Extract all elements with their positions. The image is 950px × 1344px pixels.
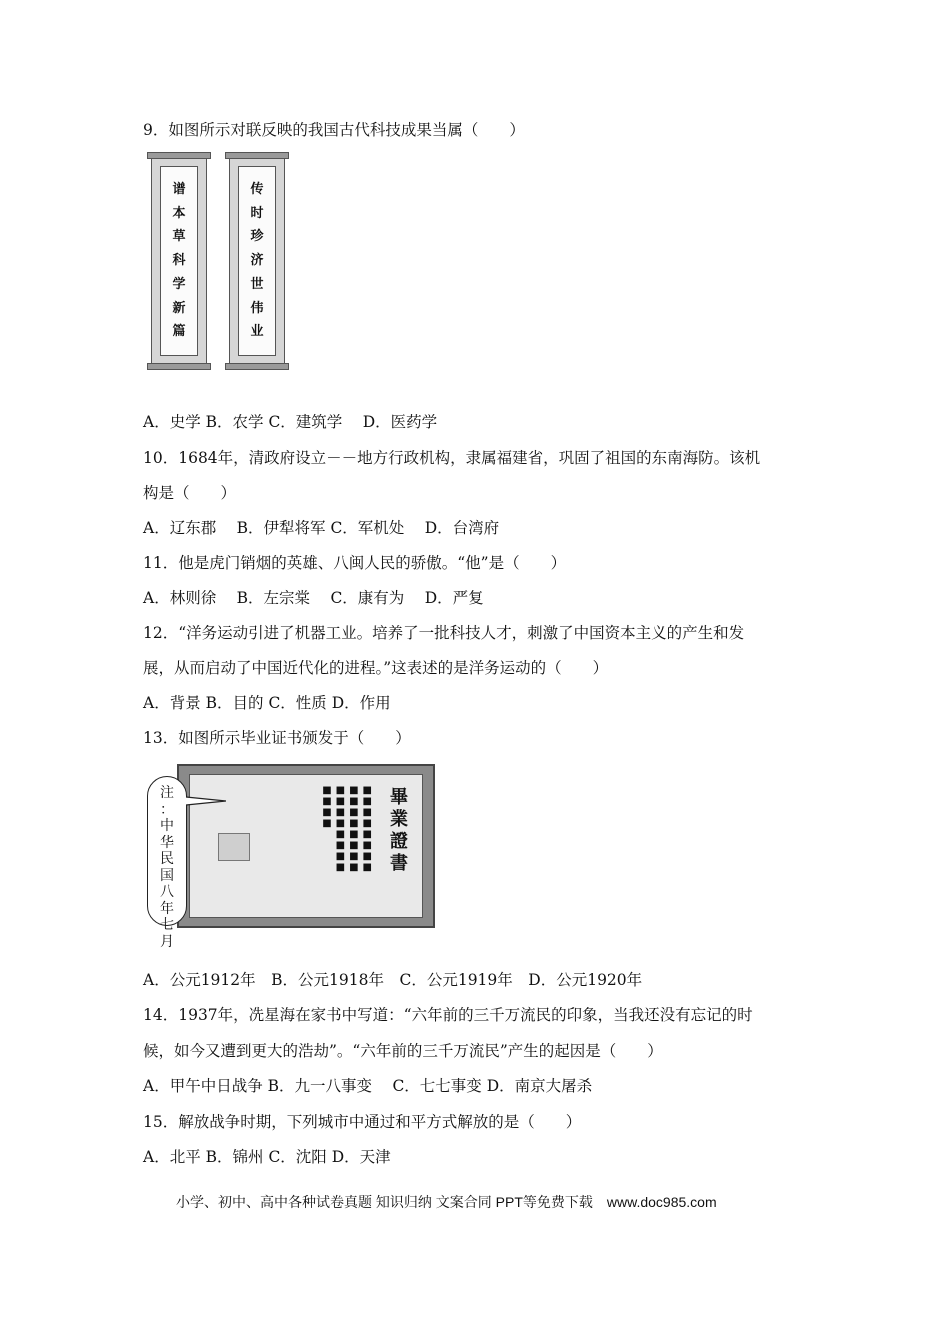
note-char: 中: [160, 818, 174, 834]
q12-options: A．背景 B．目的 C．性质 D．作用: [143, 694, 391, 712]
q10-stem-line2: 构是（ ）: [143, 484, 237, 502]
couplet-right-char: 业: [250, 324, 264, 340]
q15-stem: 15．解放战争时期，下列城市中通过和平方式解放的是（ ）: [143, 1113, 582, 1131]
certificate-body: ■ ■ ■ ■ ■ ■ ■ ■ ■ ■ ■ ■ ■ ■ ■ ■ ■ ■ ■ ■ ■ ■ ■ ■ ■ ■ ■ ■: [322, 785, 372, 873]
seal-stamp-icon: [218, 833, 250, 861]
couplet-scroll-right: [225, 152, 289, 370]
note-char: 年: [160, 900, 174, 917]
certificate-title-char: 證: [390, 831, 408, 852]
couplet-image: [147, 152, 295, 372]
couplet-right-char: 济: [250, 253, 264, 268]
q12-stem-line2: 展，从而启动了中国近代化的进程。”这表述的是洋务运动的（ ）: [143, 659, 609, 677]
couplet-left-char: 学: [172, 276, 186, 292]
couplet-left-text: [160, 166, 198, 356]
q10-options: A．辽东郡 B．伊犁将军 C．军机处 D．台湾府: [143, 519, 500, 537]
q15-options: A．北平 B．锦州 C．沈阳 D．天津: [143, 1148, 391, 1166]
q11-stem: 11．他是虎门销烟的英雄、八闽人民的骄傲。“他”是（ ）: [143, 554, 567, 572]
q10-stem-line1: 10．1684年，清政府设立－－地方行政机构，隶属福建省，巩固了祖国的东南海防。该机: [143, 449, 761, 467]
couplet-right-char: 时: [250, 205, 264, 221]
q14-stem-line2: 候，如今又遭到更大的浩劫”。“六年前的三千万流民”产生的起因是（ ）: [143, 1042, 663, 1060]
certificate-image: [147, 764, 437, 950]
couplet-left-char: 科: [172, 253, 186, 268]
couplet-left-char: 篇: [172, 324, 186, 340]
q13-stem: 13．如图所示毕业证书颁发于（ ）: [143, 729, 411, 747]
q13-options: A．公元1912年 B．公元1918年 C．公元1919年 D．公元1920年: [143, 971, 643, 989]
couplet-scroll-left: [147, 152, 211, 370]
note-char: 民: [160, 851, 174, 867]
certificate-title-char: 畢: [390, 787, 408, 808]
note-char: 月: [160, 933, 174, 950]
certificate-title: [390, 787, 408, 875]
certificate-title-char: 書: [390, 853, 408, 874]
q9-stem: 9．如图所示对联反映的我国古代科技成果当属（ ）: [143, 121, 525, 139]
note-char: ：: [160, 801, 174, 818]
note-char: 七: [160, 917, 174, 933]
callout-pointer-icon: [186, 795, 226, 807]
couplet-right-text: [238, 166, 276, 356]
note-char: 国: [160, 867, 174, 884]
couplet-right-char: 珍: [250, 229, 264, 245]
couplet-right-char: 传: [250, 181, 264, 197]
q14-options: A．甲午中日战争 B．九一八事变 C．七七事变 D．南京大屠杀: [143, 1077, 593, 1095]
couplet-left-char: 谱: [172, 181, 186, 197]
couplet-right-char: 世: [250, 276, 264, 292]
note-char: 八: [160, 884, 174, 900]
couplet-right-char: 伟: [250, 300, 264, 316]
q11-options: A．林则徐 B．左宗棠 C．康有为 D．严复: [143, 589, 484, 607]
couplet-left-char: 草: [172, 229, 186, 245]
q14-stem-line1: 14．1937年，冼星海在家书中写道：“六年前的三千万流民的印象，当我还没有忘记的时: [143, 1006, 753, 1024]
certificate-frame: [177, 764, 435, 928]
note-callout: [147, 776, 187, 950]
q9-options: A．史学 B．农学 C．建筑学 D．医药学: [143, 413, 438, 431]
q12-stem-line1: 12．“洋务运动引进了机器工业。培养了一批科技人才，刺激了中国资本主义的产生和发: [143, 624, 745, 642]
couplet-left-char: 本: [172, 205, 186, 221]
note-char: 华: [160, 834, 174, 851]
note-char: 注: [160, 785, 174, 801]
certificate-title-char: 業: [390, 809, 408, 830]
page-footer: 小学、初中、高中各种试卷真题 知识归纳 文案合同 PPT等免费下载 www.doc985.com: [176, 1194, 717, 1210]
couplet-left-char: 新: [172, 300, 186, 316]
